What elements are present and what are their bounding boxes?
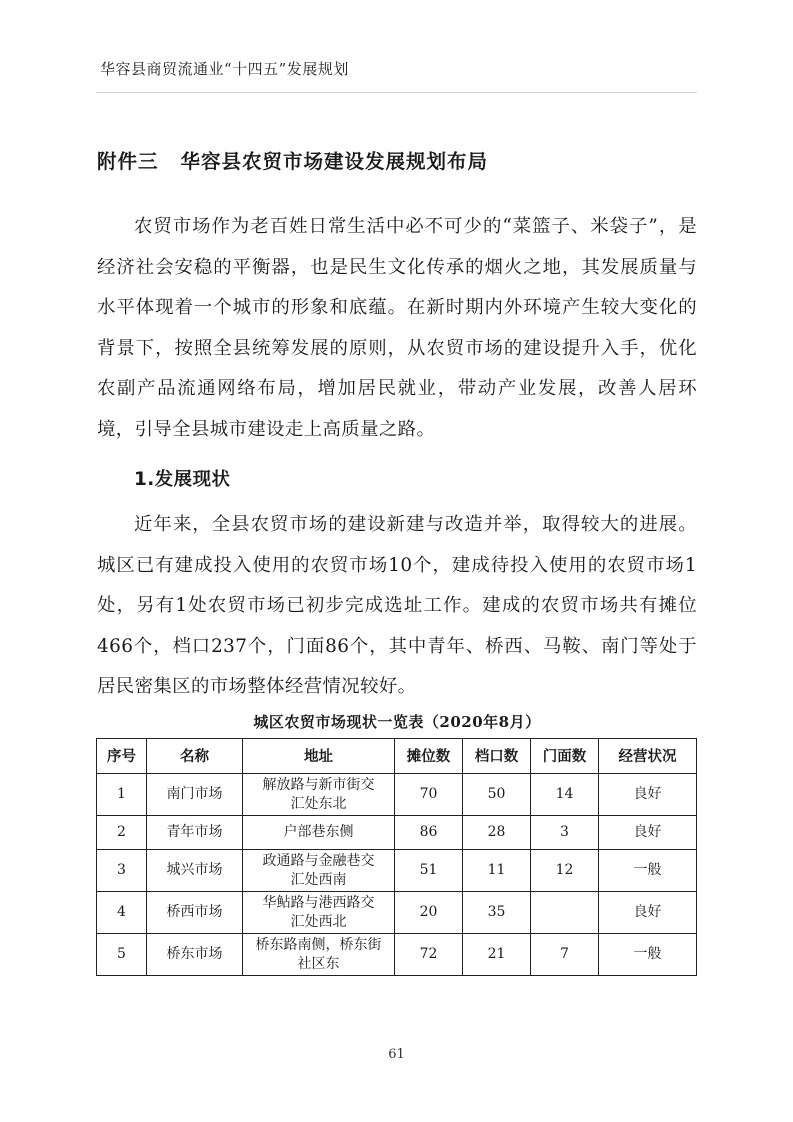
table-row (97, 816, 697, 850)
table-row (97, 850, 697, 892)
running-header: 华容县商贸流通业“十四五”发展规划 (100, 60, 349, 78)
cell-address (243, 934, 395, 976)
cell-address (243, 850, 395, 892)
cell-stalls: 51 (395, 850, 463, 892)
cell-address (243, 892, 395, 934)
cell-status: 一般 (599, 850, 697, 892)
cell-booths: 11 (463, 850, 531, 892)
header-cell-status: 经营状况 (599, 739, 697, 774)
cell-no: 4 (97, 892, 147, 934)
cell-stalls: 72 (395, 934, 463, 976)
cell-booths: 35 (463, 892, 531, 934)
cell-name: 青年市场 (147, 816, 243, 850)
cell-name: 桥东市场 (147, 934, 243, 976)
table-row (97, 892, 697, 934)
status-paragraph: 近年来，全县农贸市场的建设新建与改造并举，取得较大的进展。城区已有建成投入使用的农贸市场10个，建成待投入使用的农贸市场1处，另有1处农贸市场已初步完成选址工作。建成的农贸市场共有摊位466个，档口237个，门面86个，其中青年、桥西、马鞍、南门等处于居民密集区的市场整体经营情况较好。 (97, 514, 697, 697)
header-cell-name: 名称 (147, 739, 243, 774)
cell-stalls: 86 (395, 816, 463, 850)
address-line: 汇处东北 (290, 795, 347, 812)
appendix-title (97, 146, 488, 174)
address-line: 华鲇路与港西路交 (262, 894, 375, 911)
cell-no: 2 (97, 816, 147, 850)
page-number: 61 (388, 1047, 405, 1062)
header-divider (96, 92, 697, 93)
address-line: 社区东 (297, 955, 340, 972)
cell-address (243, 816, 395, 850)
cell-shops: 3 (531, 816, 599, 850)
cell-address (243, 774, 395, 816)
cell-no: 5 (97, 934, 147, 976)
cell-name: 桥西市场 (147, 892, 243, 934)
cell-stalls: 70 (395, 774, 463, 816)
address-line: 汇处西北 (290, 913, 347, 930)
cell-status: 一般 (599, 934, 697, 976)
intro-paragraph: 农贸市场作为老百姓日常生活中必不可少的“菜篮子、米袋子”，是经济社会安稳的平衡器，也是民生文化传承的烟火之地，其发展质量与水平体现着一个城市的形象和底蕴。在新时期内外环境产生较大变化的背景下，按照全县统筹发展的原则，从农贸市场的建设提升入手，优化农副产品流通网络布局，增加居民就业，带动产业发展，改善人居环境，引导全县城市建设走上高质量之路。 (97, 216, 697, 440)
cell-shops (531, 892, 599, 934)
table-row (97, 774, 697, 816)
header-cell-stalls: 摊位数 (395, 739, 463, 774)
cell-shops: 12 (531, 850, 599, 892)
cell-name: 城兴市场 (147, 850, 243, 892)
address-line: 桥东路南侧，桥东街 (255, 936, 382, 953)
cell-booths: 50 (463, 774, 531, 816)
table-caption: 城区农贸市场现状一览表（2020年8月） (253, 713, 541, 731)
address-line: 政通路与金融巷交 (262, 852, 375, 869)
cell-shops: 7 (531, 934, 599, 976)
appendix-title-text: 华容县农贸市场建设发展规划布局 (180, 150, 489, 173)
cell-no: 1 (97, 774, 147, 816)
address-line: 户部巷东侧 (283, 824, 354, 840)
cell-booths: 28 (463, 816, 531, 850)
appendix-number: 附件三 (97, 150, 159, 173)
market-status-table (96, 738, 697, 976)
cell-shops: 14 (531, 774, 599, 816)
cell-booths: 21 (463, 934, 531, 976)
cell-no: 3 (97, 850, 147, 892)
header-cell-address: 地址 (243, 739, 395, 774)
cell-stalls: 20 (395, 892, 463, 934)
cell-status: 良好 (599, 774, 697, 816)
address-line: 汇处西南 (290, 871, 347, 888)
header-cell-booths: 档口数 (463, 739, 531, 774)
table-header-row (97, 739, 697, 774)
header-cell-no: 序号 (97, 739, 147, 774)
header-cell-shops: 门面数 (531, 739, 599, 774)
cell-name: 南门市场 (147, 774, 243, 816)
table-row (97, 934, 697, 976)
address-line: 解放路与新市街交 (262, 776, 375, 793)
section-heading: 1.发展现状 (134, 469, 231, 490)
cell-status: 良好 (599, 892, 697, 934)
cell-status: 良好 (599, 816, 697, 850)
